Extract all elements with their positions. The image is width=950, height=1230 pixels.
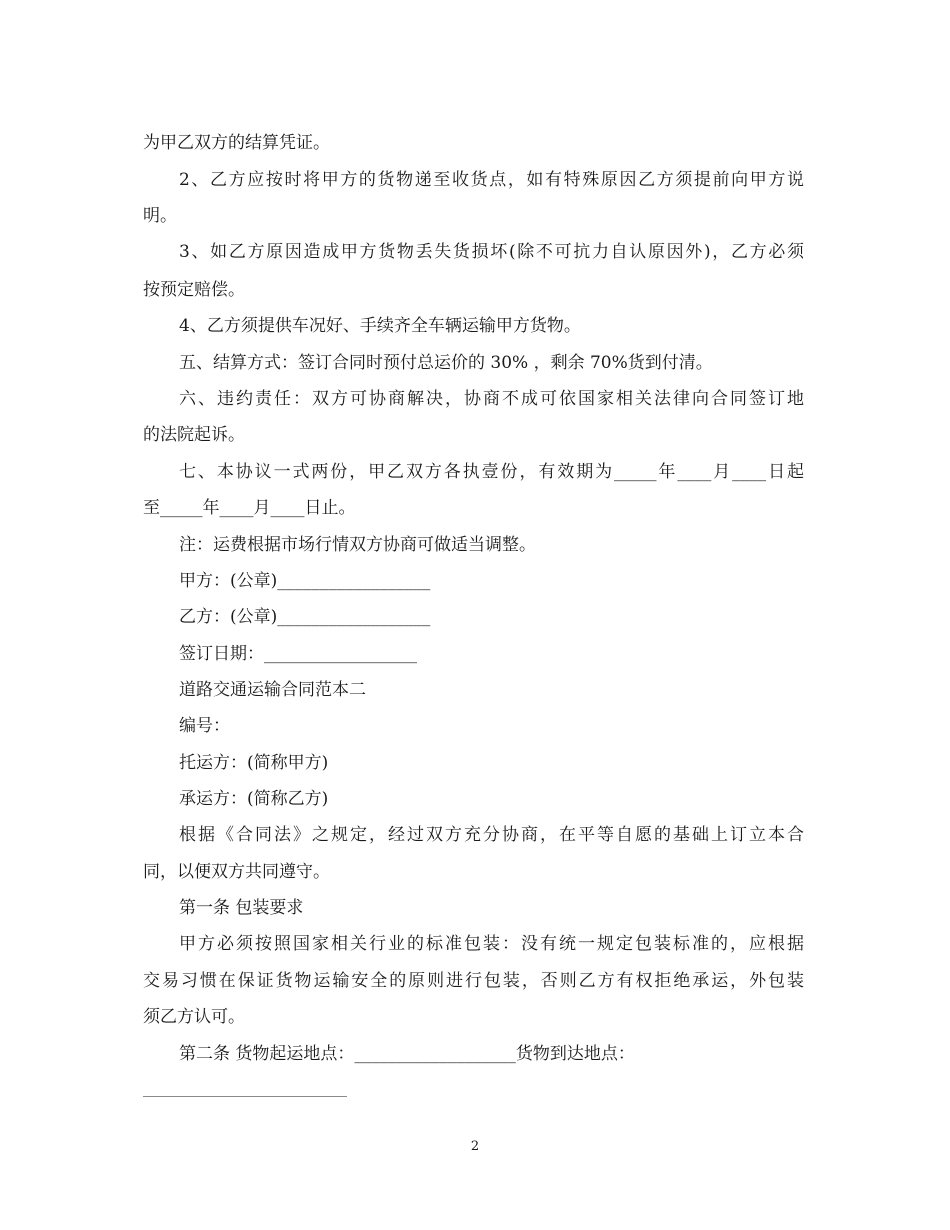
text-line: 交易习惯在保证货物运输安全的原则进行包装，否则乙方有权拒绝承运，外包装 — [143, 971, 804, 991]
text-line: 至_____年____月____日止。 — [143, 498, 356, 518]
page-number: 2 — [470, 1139, 480, 1154]
text-line: 承运方：(简称乙方) — [179, 789, 329, 809]
text-line: 七、本协议一式两份，甲乙双方各执壹份，有效期为_____年____月____日起 — [179, 462, 804, 482]
text-line: 2、乙方应按时将甲方的货物递至收货点，如有特殊原因乙方须提前向甲方说 — [179, 170, 804, 190]
text-line: 五、结算方式：签订合同时预付总运价的 30% ，剩余 70%货到付清。 — [179, 353, 713, 373]
text-line: 须乙方认可。 — [143, 1007, 245, 1027]
text-line: 同，以便双方共同遵守。 — [143, 862, 330, 882]
article-heading: 第一条 包装要求 — [179, 898, 304, 918]
section-title: 道路交通运输合同范本二 — [179, 680, 366, 700]
text-line: 托运方：(简称甲方) — [179, 753, 329, 773]
text-line: 的法院起诉。 — [143, 425, 245, 445]
text-line: 按预定赔偿。 — [143, 280, 245, 300]
text-line: 4、乙方须提供车况好、手续齐全车辆运输甲方货物。 — [179, 316, 581, 336]
blank-underline — [143, 1096, 347, 1097]
signing-date-line: 签订日期：__________________ — [179, 644, 417, 664]
text-line: 为甲乙双方的结算凭证。 — [143, 133, 330, 153]
text-line: 编号： — [179, 716, 230, 736]
text-line: 注：运费根据市场行情双方协商可做适当调整。 — [179, 535, 536, 555]
text-line: 3、如乙方原因造成甲方货物丢失货损坏(除不可抗力自认原因外)，乙方必须 — [179, 242, 804, 262]
text-line: 甲方必须按照国家相关行业的标准包装：没有统一规定包装标准的，应根据 — [179, 934, 804, 954]
text-line: 六、违约责任：双方可协商解决，协商不成可依国家相关法律向合同签订地 — [179, 389, 804, 409]
text-line: 根据《合同法》之规定，经过双方充分协商，在平等自愿的基础上订立本合 — [179, 825, 804, 845]
text-line: 第二条 货物起运地点：___________________货物到达地点： — [179, 1044, 635, 1064]
signature-line-party-a: 甲方：(公章)__________________ — [179, 571, 431, 591]
signature-line-party-b: 乙方：(公章)__________________ — [179, 607, 431, 627]
text-line: 明。 — [143, 206, 177, 226]
